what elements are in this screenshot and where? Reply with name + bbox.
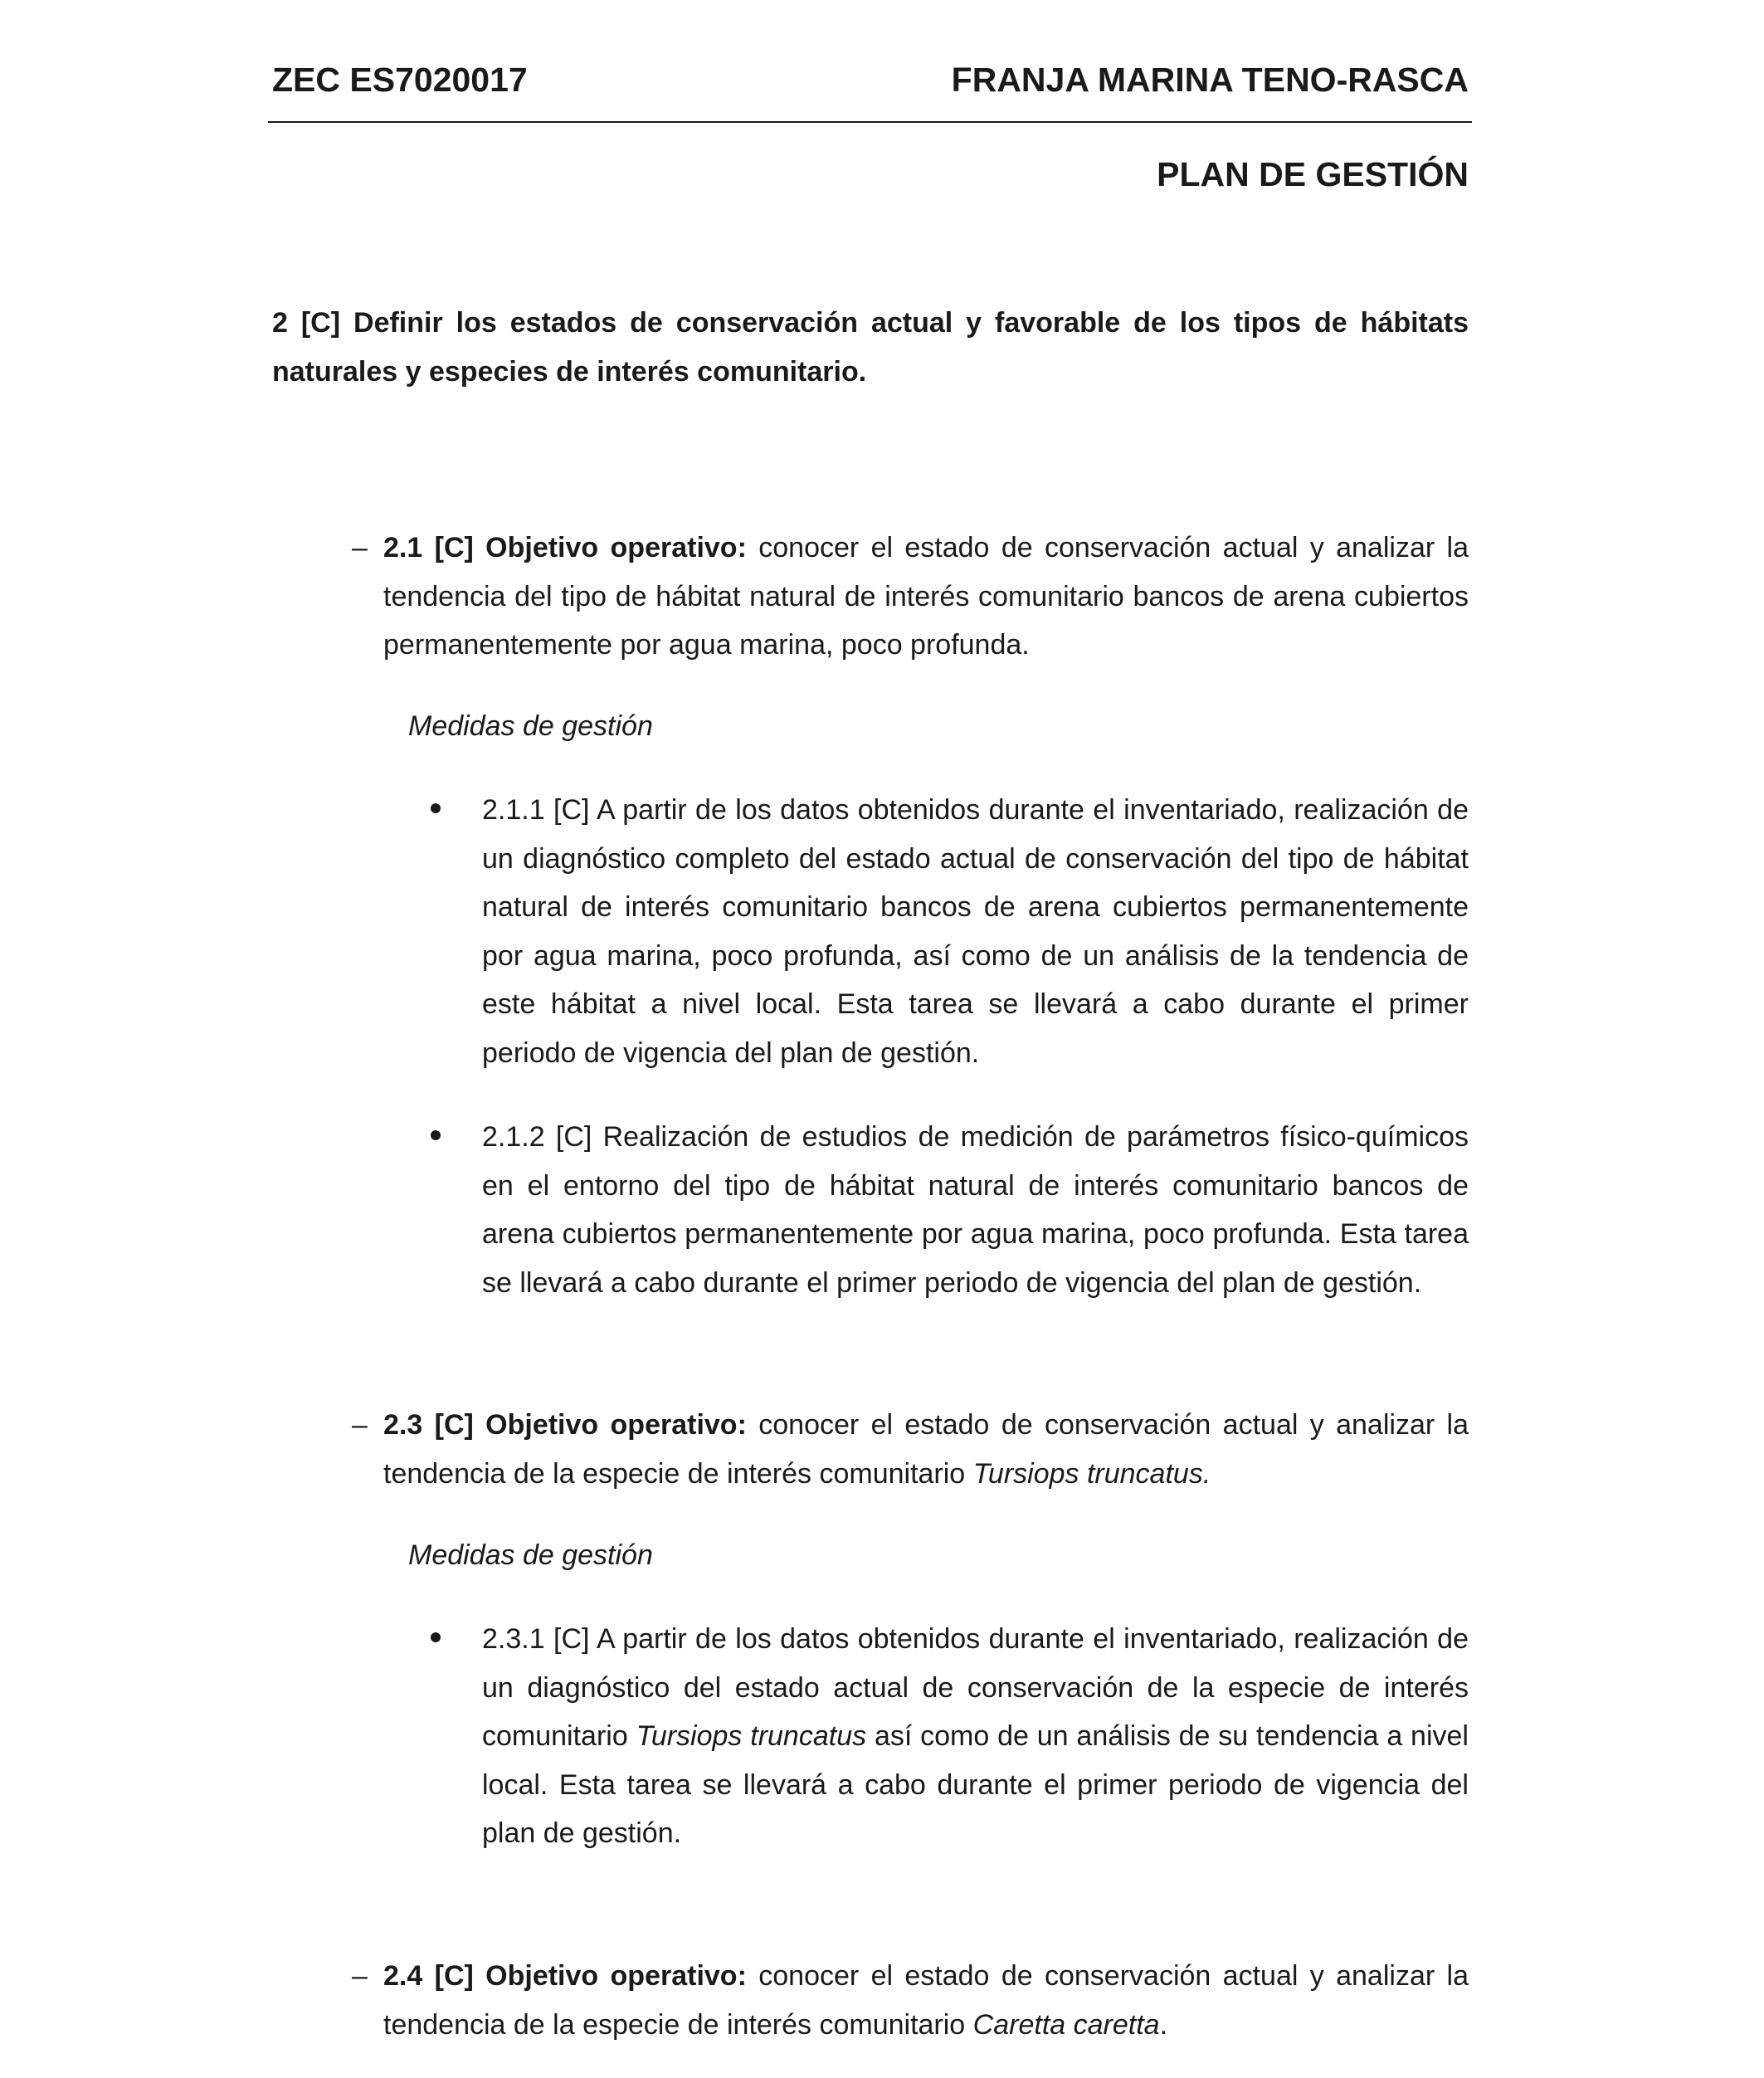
header-plan-title: PLAN DE GESTIÓN	[1157, 155, 1469, 193]
objective-2-4	[383, 1952, 1469, 2049]
objective-label: 2.4 [C] Objetivo operativo:	[383, 1960, 747, 1992]
objective-dash: –	[352, 1960, 368, 1992]
medidas-heading: Medidas de gestión	[408, 710, 653, 742]
measure-text: 2.3.1 [C] A partir de los datos obtenidos durante el inventariado, realización de un diagnóstico del estado actual de conservación de la especie de interés comunitario	[482, 1623, 1469, 1752]
species-name: Tursiops truncatus	[636, 1720, 867, 1752]
bullet-icon	[431, 1632, 441, 1642]
objective-2-3	[383, 1401, 1469, 1498]
header-rule	[268, 121, 1472, 123]
medidas-heading: Medidas de gestión	[408, 1539, 653, 1571]
goal-heading: 2 [C] Definir los estados de conservación actual y favorable de los tipos de hábitats naturales y especies de interés comunitario.	[272, 307, 1469, 388]
header-site-name: FRANJA MARINA TENO-RASCA	[951, 61, 1469, 99]
measure-text: así como de un análisis de su tendencia a nivel local. Esta tarea se llevará a cabo durante el primer periodo de vigencia del plan de gestión.	[482, 1720, 1469, 1849]
objective-dash: –	[352, 532, 368, 563]
objective-label: 2.3 [C] Objetivo operativo:	[383, 1409, 747, 1441]
bullet-icon	[431, 803, 441, 813]
header-site-code: ZEC ES7020017	[272, 61, 528, 99]
measure-2-1-1: 2.1.1 [C] A partir de los datos obtenidos durante el inventariado, realización de un diagnóstico completo del estado actual de conservación del tipo de hábitat natural de interés comunitario bancos de arena cubiertos permanentemente por agua marina, poco profunda, así como de un análisis de la tendencia de este hábitat a nivel local. Esta tarea se llevará a cabo durante el primer periodo de vigencia del plan de gestión.	[482, 794, 1469, 1069]
objective-text: conocer el estado de conservación actual y analizar la tendencia de la especie de interés comunitario	[383, 1409, 1469, 1490]
objective-text: conocer el estado de conservación actual y analizar la tendencia de la especie de interés comunitario	[383, 1960, 1469, 2041]
bullet-icon	[431, 1130, 441, 1140]
measure-2-1-2: 2.1.2 [C] Realización de estudios de medición de parámetros físico-químicos en el entorno del tipo de hábitat natural de interés comunitario bancos de arena cubiertos permanentemente por agua marina, poco profunda. Esta tarea se llevará a cabo durante el primer periodo de vigencia del plan de gestión.	[482, 1121, 1469, 1299]
species-name: Caretta caretta	[972, 2008, 1160, 2041]
species-name: Tursiops truncatus.	[972, 1457, 1211, 1490]
objective-2-1	[383, 524, 1469, 670]
measure-2-3-1	[482, 1615, 1469, 1858]
objective-text: conocer el estado de conservación actual y analizar la tendencia del tipo de hábitat natural de interés comunitario bancos de arena cubiertos permanentemente por agua marina, poco profunda.	[383, 532, 1469, 661]
objective-label: 2.1 [C] Objetivo operativo:	[383, 532, 747, 563]
objective-dash: –	[352, 1409, 368, 1441]
objective-end: .	[1159, 2008, 1168, 2041]
